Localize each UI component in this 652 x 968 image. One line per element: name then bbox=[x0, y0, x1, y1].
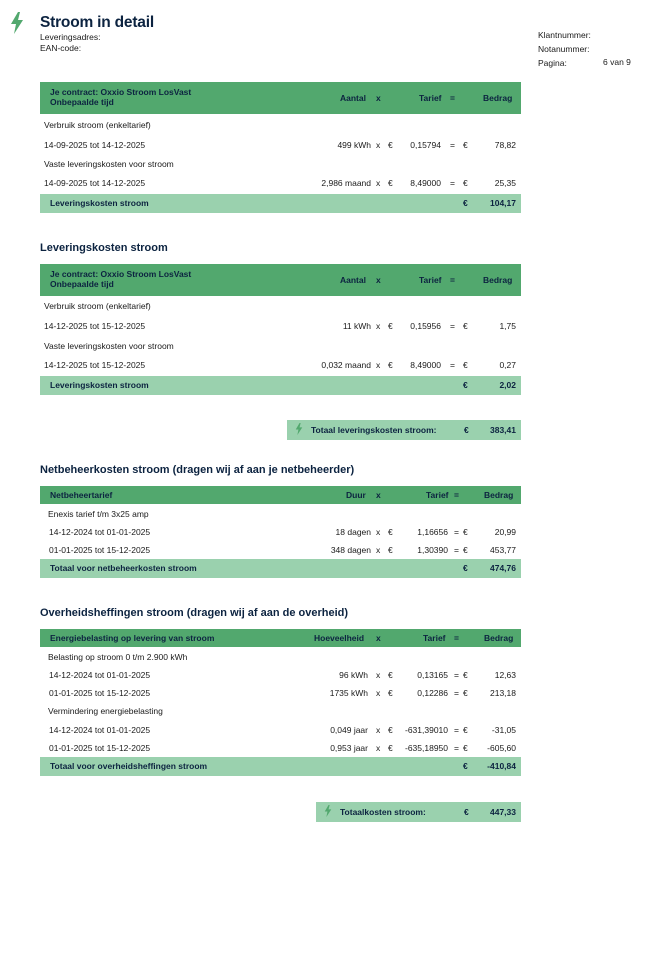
section4-total-bar: Totaal voor overheidsheffingen stroom € -410,84 bbox=[40, 757, 521, 776]
table-row: 01-01-2025 tot 15-12-2025 1735 kWh x € 0,12286 = € 213,18 bbox=[49, 688, 516, 698]
section2-title: Leveringskosten stroom bbox=[40, 242, 168, 254]
contract-line1: Je contract: Oxxio Stroom LosVast bbox=[50, 87, 192, 97]
table-row: 14-12-2025 tot 15-12-2025 11 kWh x € 0,15956 = € 1,75 bbox=[44, 321, 516, 331]
section4-header-bar: Energiebelasting op levering van stroom Hoeveelheid x Tarief = Bedrag bbox=[40, 629, 521, 647]
col-bedrag: Bedrag bbox=[483, 93, 513, 103]
pagina-label: Pagina: bbox=[538, 58, 567, 68]
table-row: 14-12-2025 tot 15-12-2025 0,032 maand x € 8,49000 = € 0,27 bbox=[44, 360, 516, 370]
lightning-bolt-icon bbox=[324, 805, 332, 817]
table-row: 01-01-2025 tot 15-12-2025 348 dagen x € 1,30390 = € 453,77 bbox=[49, 545, 516, 555]
totaal-leveringskosten-box: Totaal leveringskosten stroom: € 383,41 bbox=[287, 420, 521, 440]
table-row: 14-12-2024 tot 01-01-2025 96 kWh x € 0,13165 = € 12,63 bbox=[49, 670, 516, 680]
klantnummer-label: Klantnummer: bbox=[538, 30, 591, 40]
subheading: Enexis tarief t/m 3x25 amp bbox=[48, 509, 149, 519]
page-title: Stroom in detail bbox=[40, 14, 154, 31]
contract-line2: Onbepaalde tijd bbox=[50, 97, 114, 107]
ean-code-label: EAN-code: bbox=[40, 43, 82, 53]
pagina-value: 6 van 9 bbox=[603, 57, 631, 67]
lightning-bolt-icon bbox=[10, 12, 24, 34]
totaalkosten-box: Totaalkosten stroom: € 447,33 bbox=[316, 802, 521, 822]
subheading: Vaste leveringskosten voor stroom bbox=[44, 341, 174, 351]
lightning-bolt-icon bbox=[295, 423, 303, 435]
subheading: Verbruik stroom (enkeltarief) bbox=[44, 120, 151, 130]
subheading: Vaste leveringskosten voor stroom bbox=[44, 159, 174, 169]
section1-header-bar bbox=[40, 82, 521, 114]
subheading: Verbruik stroom (enkeltarief) bbox=[44, 301, 151, 311]
section3-title: Netbeheerkosten stroom (dragen wij af aan je netbeheerder) bbox=[40, 464, 355, 476]
table-row: 14-09-2025 tot 14-12-2025 2,986 maand x € 8,49000 = € 25,35 bbox=[44, 178, 516, 188]
section1-total-bar: Leveringskosten stroom € 104,17 bbox=[40, 194, 521, 213]
section2-header-bar: Je contract: Oxxio Stroom LosVast Onbepaalde tijd Aantal x Tarief = Bedrag bbox=[40, 264, 521, 296]
section2-total-bar: Leveringskosten stroom € 2,02 bbox=[40, 376, 521, 395]
subheading: Belasting op stroom 0 t/m 2.900 kWh bbox=[48, 652, 188, 662]
table-row: 14-12-2024 tot 01-01-2025 0,049 jaar x € -631,39010 = € -31,05 bbox=[49, 725, 516, 735]
col-eq: = bbox=[450, 93, 455, 103]
section3-header-bar: Netbeheertarief Duur x Tarief = Bedrag bbox=[40, 486, 521, 504]
col-tarief: Tarief bbox=[419, 93, 442, 103]
table-row: 14-12-2024 tot 01-01-2025 18 dagen x € 1,16656 = € 20,99 bbox=[49, 527, 516, 537]
col-aantal: Aantal bbox=[340, 93, 366, 103]
col-x: x bbox=[376, 93, 381, 103]
section4-title: Overheidsheffingen stroom (dragen wij af aan de overheid) bbox=[40, 607, 349, 619]
leveringsadres-label: Leveringsadres: bbox=[40, 32, 101, 42]
subheading: Vermindering energiebelasting bbox=[48, 706, 163, 716]
section3-total-bar: Totaal voor netbeheerkosten stroom € 474,76 bbox=[40, 559, 521, 578]
table-row: 14-09-2025 tot 14-12-2025 499 kWh x € 0,15794 = € 78,82 bbox=[44, 140, 516, 150]
notanummer-label: Notanummer: bbox=[538, 44, 590, 54]
table-row: 01-01-2025 tot 15-12-2025 0,953 jaar x € -635,18950 = € -605,60 bbox=[49, 743, 516, 753]
